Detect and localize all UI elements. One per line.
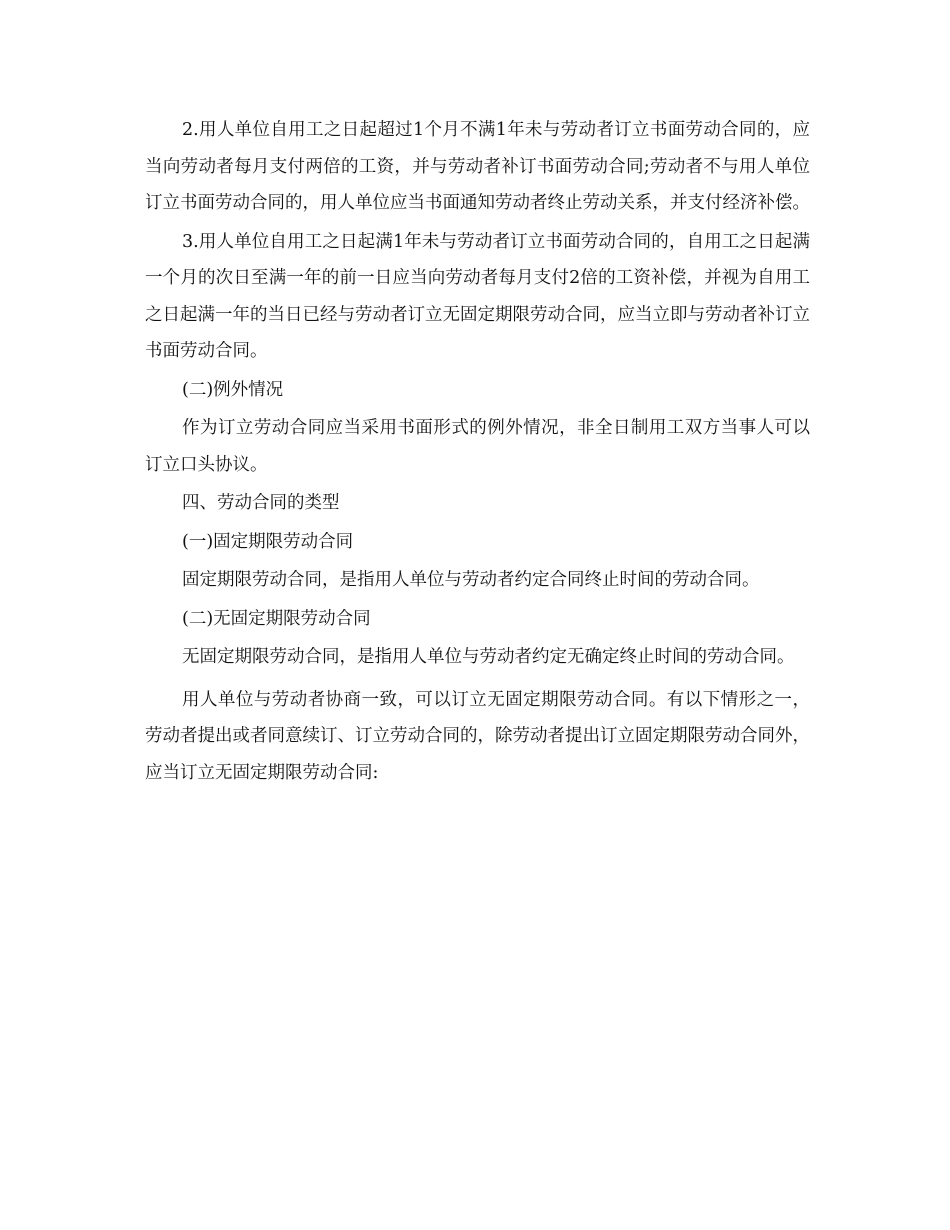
document-body (145, 112, 810, 793)
subheading-open-ended: (二)无固定期限劳动合同 (182, 608, 371, 629)
subheading-exceptions: (二)例外情况 (182, 379, 284, 400)
subheading-fixed-term: (一)固定期限劳动合同 (182, 531, 354, 552)
paragraph-item-3: 3.用人单位自用工之日起满1年未与劳动者订立书面劳动合同的，自用工之日起满一个月的次日至满一年的前一日应当向劳动者每月支付2倍的工资补偿，并视为自用工之日起满一年的当日已经与劳动者订立无固定期限劳动合同，应当立即与劳动者补订立书面劳动合同。 (145, 231, 810, 361)
section-heading-contract-types: 四、劳动合同的类型 (182, 493, 340, 513)
paragraph-open-ended-conditions: 用人单位与劳动者协商一致，可以订立无固定期限劳动合同。有以下情形之一，劳动者提出或者同意续订、订立劳动合同的，除劳动者提出订立固定期限劳动合同外，应当订立无固定期限劳动合同: (145, 689, 810, 783)
paragraph-item-2: 2.用人单位自用工之日起超过1个月不满1年未与劳动者订立书面劳动合同的，应当向劳动者每月支付两倍的工资，并与劳动者补订书面劳动合同;劳动者不与用人单位订立书面劳动合同的，用人单位应当书面通知劳动者终止劳动关系，并支付经济补偿。 (145, 120, 810, 213)
paragraph-open-ended-definition: 无固定期限劳动合同，是指用人单位与劳动者约定无确定终止时间的劳动合同。 (182, 647, 795, 667)
paragraph-exceptions: 作为订立劳动合同应当采用书面形式的例外情况，非全日制用工双方当事人可以订立口头协议。 (145, 418, 810, 475)
paragraph-fixed-term: 固定期限劳动合同，是指用人单位与劳动者约定合同终止时间的劳动合同。 (182, 570, 760, 590)
